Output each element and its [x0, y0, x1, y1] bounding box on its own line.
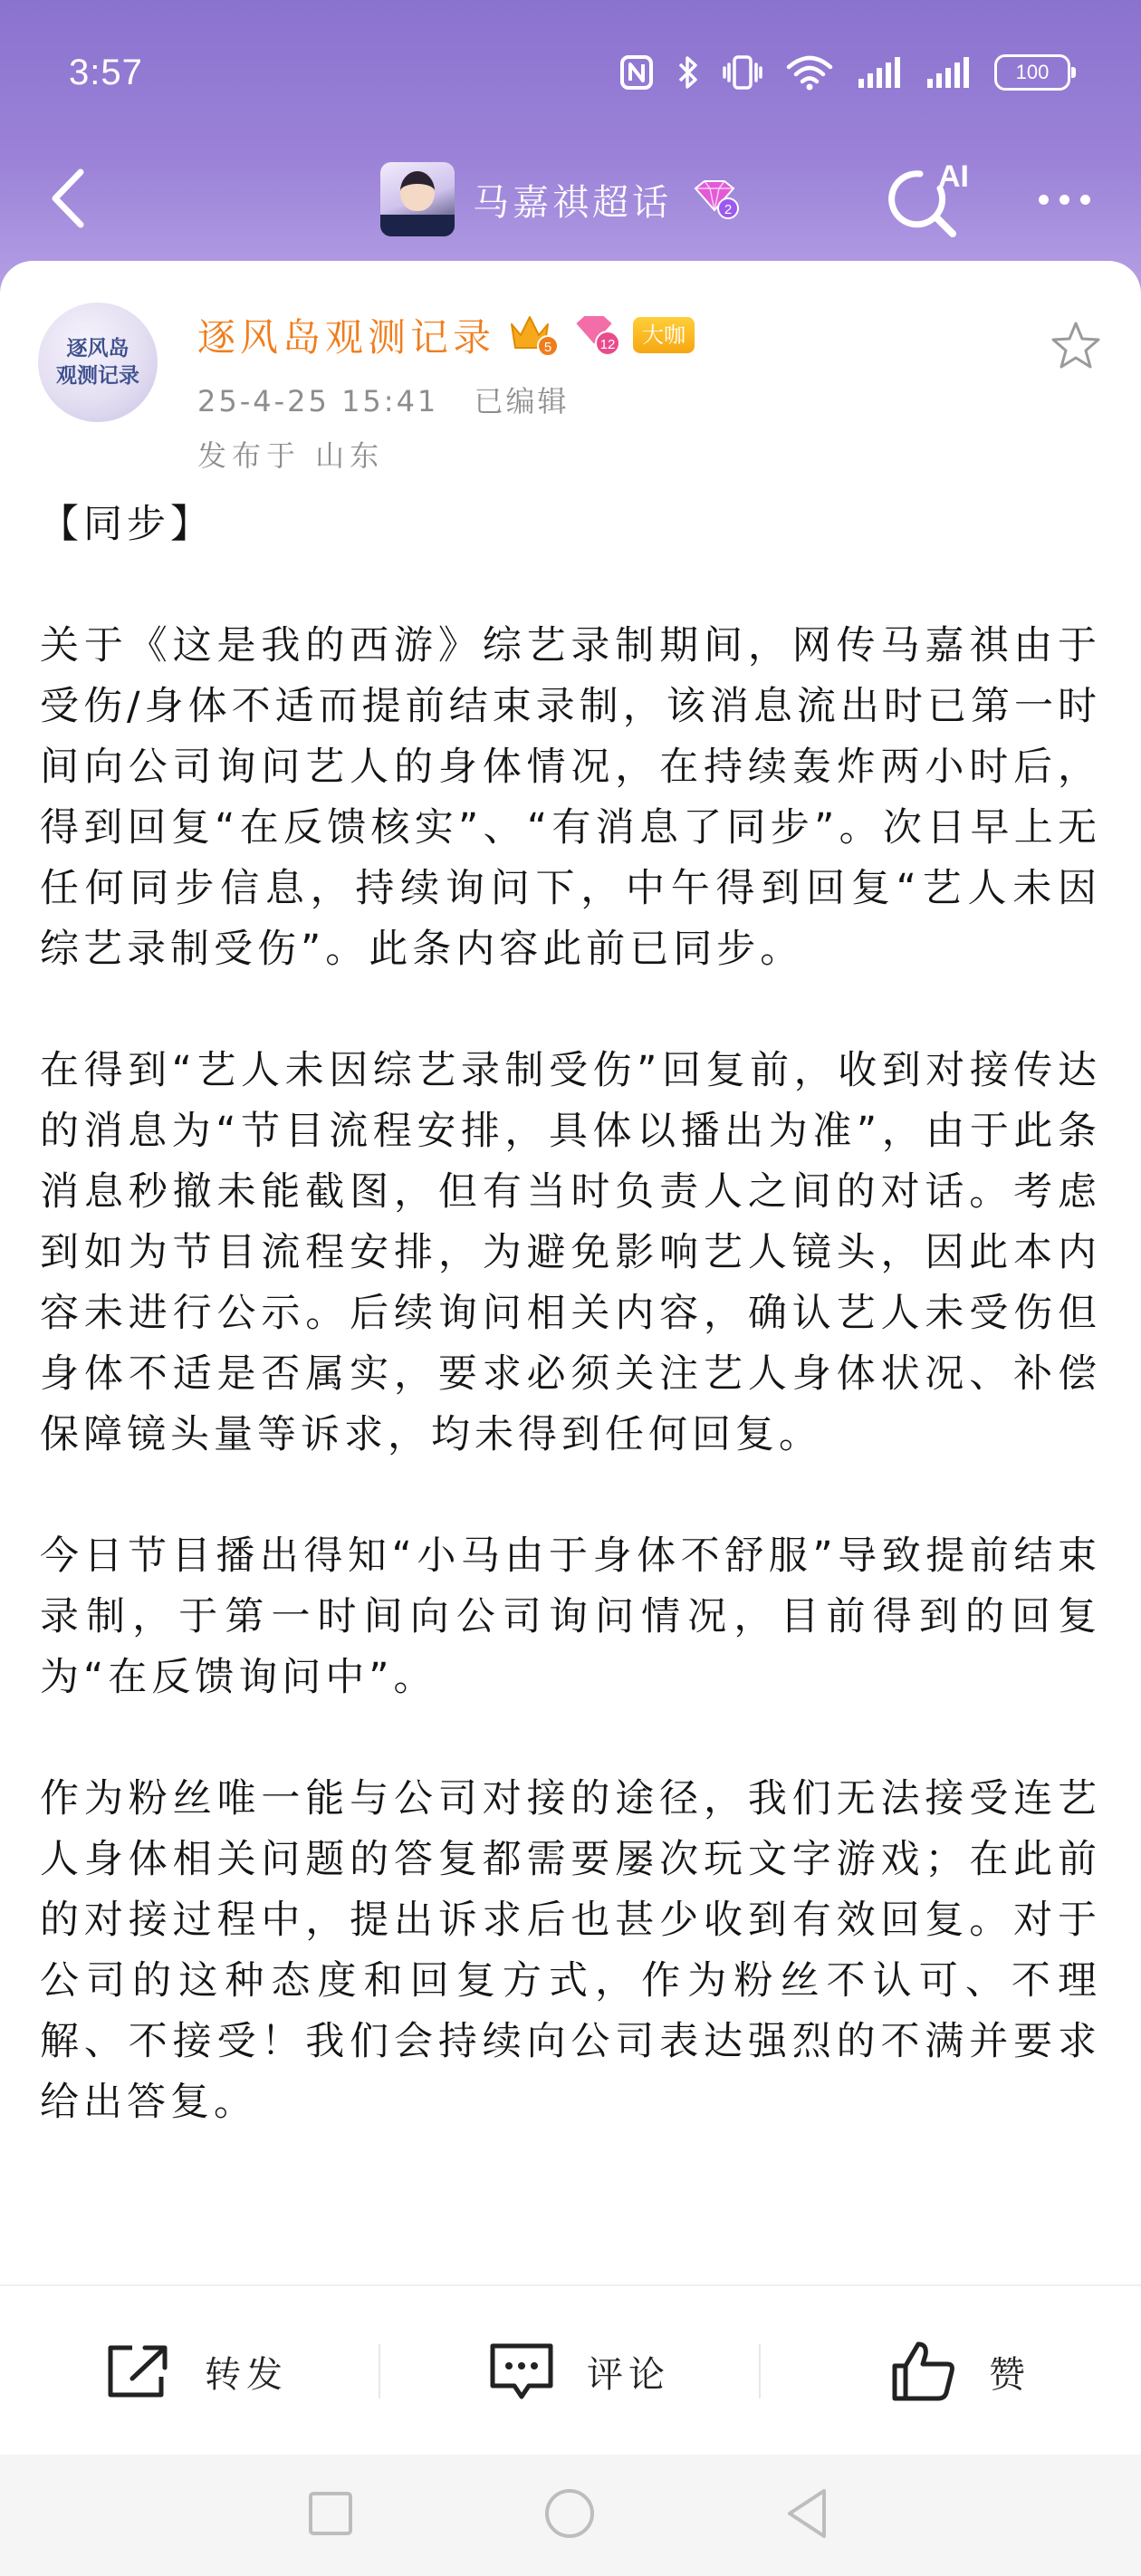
post-paragraph: 在得到“艺人未因综艺录制受伤”回复前，收到对接传达的消息为“节目流程安排，具体以播出为准”，由于此条消息秒撤未能截图，但有当时负责人之间的对话。考虑到如为节目流程安排，为避免影响艺人镜头，因此本内容未进行公示。后续询问相关内容，确认艺人未受伤但身体不适是否属实，要求必须关注艺人身体状况、补偿保障镜头量等诉求，均未得到任何回复。: [40, 1048, 1101, 1457]
post-paragraph: 作为粉丝唯一能与公司对接的途径，我们无法接受连艺人身体相关问题的答复都需要屡次玩文字游戏；在此前的对接过程中，提出诉求后也甚少收到有效回复。对于公司的这种态度和回复方式，作为粉丝不认可、不理解、不接受！我们会持续向公司表达强烈的不满并要求给出答复。: [40, 1776, 1101, 2125]
dakka-badge: 大咖: [633, 317, 695, 353]
post-location: 发布于 山东: [197, 438, 385, 473]
status-time: 3:57: [69, 53, 143, 92]
svg-text:12: 12: [599, 337, 616, 352]
topic-thumbnail: [380, 162, 455, 236]
repost-label: 转发: [205, 2353, 288, 2396]
thumbs-up-icon: [889, 2339, 958, 2404]
post-body: [40, 495, 1101, 2194]
avatar-text-line2: 观测记录: [56, 363, 139, 388]
comment-label: 评论: [587, 2353, 670, 2396]
author-name-row: [197, 308, 695, 362]
more-button[interactable]: [1023, 172, 1105, 226]
bluetooth-icon: [677, 53, 699, 91]
svg-text:5: 5: [543, 340, 552, 355]
level-gem-icon: [571, 312, 622, 358]
author-name[interactable]: 逐风岛观测记录: [197, 315, 496, 360]
favorite-button[interactable]: [1049, 319, 1103, 373]
more-dot: [1039, 195, 1049, 205]
ai-search-icon: [880, 154, 971, 245]
status-bar: [0, 0, 1141, 145]
square-icon: [307, 2490, 354, 2537]
action-divider: [379, 2344, 380, 2398]
topic-gem-badge: [690, 179, 739, 219]
nfc-icon: [619, 54, 654, 91]
avatar-text: [56, 335, 139, 389]
avatar-text-line1: 逐风岛: [66, 336, 129, 360]
repost-icon: [105, 2342, 174, 2400]
post-card: [0, 261, 1141, 2576]
post-paragraph: 今日节目播出得知“小马由于身体不舒服”导致提前结束录制，于第一时间向公司询问情况，目前得到的回复为“在反馈询问中”。: [40, 1533, 1101, 1700]
system-navigation-bar: [0, 2455, 1141, 2576]
more-dot: [1060, 195, 1069, 205]
topic-title: 马嘉祺超话: [473, 181, 672, 224]
svg-text:AI: AI: [938, 159, 969, 194]
like-label: 赞: [989, 2353, 1031, 2396]
post-edited-label: 已编辑: [474, 384, 570, 418]
topic-header[interactable]: [380, 156, 739, 243]
post-date: 25-4-25 15:41: [197, 384, 439, 418]
post-paragraph: 关于《这是我的西游》综艺录制期间，网传马嘉祺由于受伤/身体不适而提前结束录制，该消息流出时已第一时间向公司询问艺人的身体情况，在持续轰炸两小时后，得到回复“在反馈核实”、“有消息了同步”。次日早上无任何同步信息，持续询问下，中午得到回复“艺人未因综艺录制受伤”。此条内容此前已同步。: [40, 623, 1101, 972]
comment-icon: [487, 2341, 556, 2402]
status-icons: [619, 47, 1070, 98]
crown-level-badge: [506, 312, 561, 359]
post-action-bar: [0, 2284, 1141, 2456]
system-back-button[interactable]: [775, 2482, 839, 2545]
more-dot: [1080, 195, 1090, 205]
recent-apps-button[interactable]: [299, 2482, 362, 2545]
svg-text:2: 2: [724, 202, 733, 217]
vibrate-icon: [723, 53, 762, 91]
circle-icon: [543, 2487, 596, 2540]
crown-icon: [506, 312, 561, 359]
star-icon: [1049, 319, 1103, 373]
post-paragraph: 【同步】: [40, 502, 214, 547]
signal-2-icon: [925, 55, 971, 90]
signal-1-icon: [857, 55, 902, 90]
triangle-back-icon: [782, 2487, 831, 2540]
like-button[interactable]: [889, 2286, 1031, 2456]
comment-button[interactable]: [487, 2286, 670, 2456]
author-avatar[interactable]: [38, 303, 158, 422]
back-button[interactable]: [27, 158, 109, 239]
ai-search-button[interactable]: [880, 154, 971, 245]
action-divider: [759, 2344, 761, 2398]
top-nav: [0, 145, 1141, 254]
battery-indicator: 100: [994, 54, 1070, 91]
repost-button[interactable]: [105, 2286, 288, 2456]
chevron-left-icon: [48, 167, 88, 230]
wifi-icon: [786, 54, 833, 91]
gem-icon: [690, 179, 739, 219]
home-button[interactable]: [538, 2482, 601, 2545]
fan-level-badge: [571, 312, 622, 358]
post-meta: [197, 379, 569, 420]
